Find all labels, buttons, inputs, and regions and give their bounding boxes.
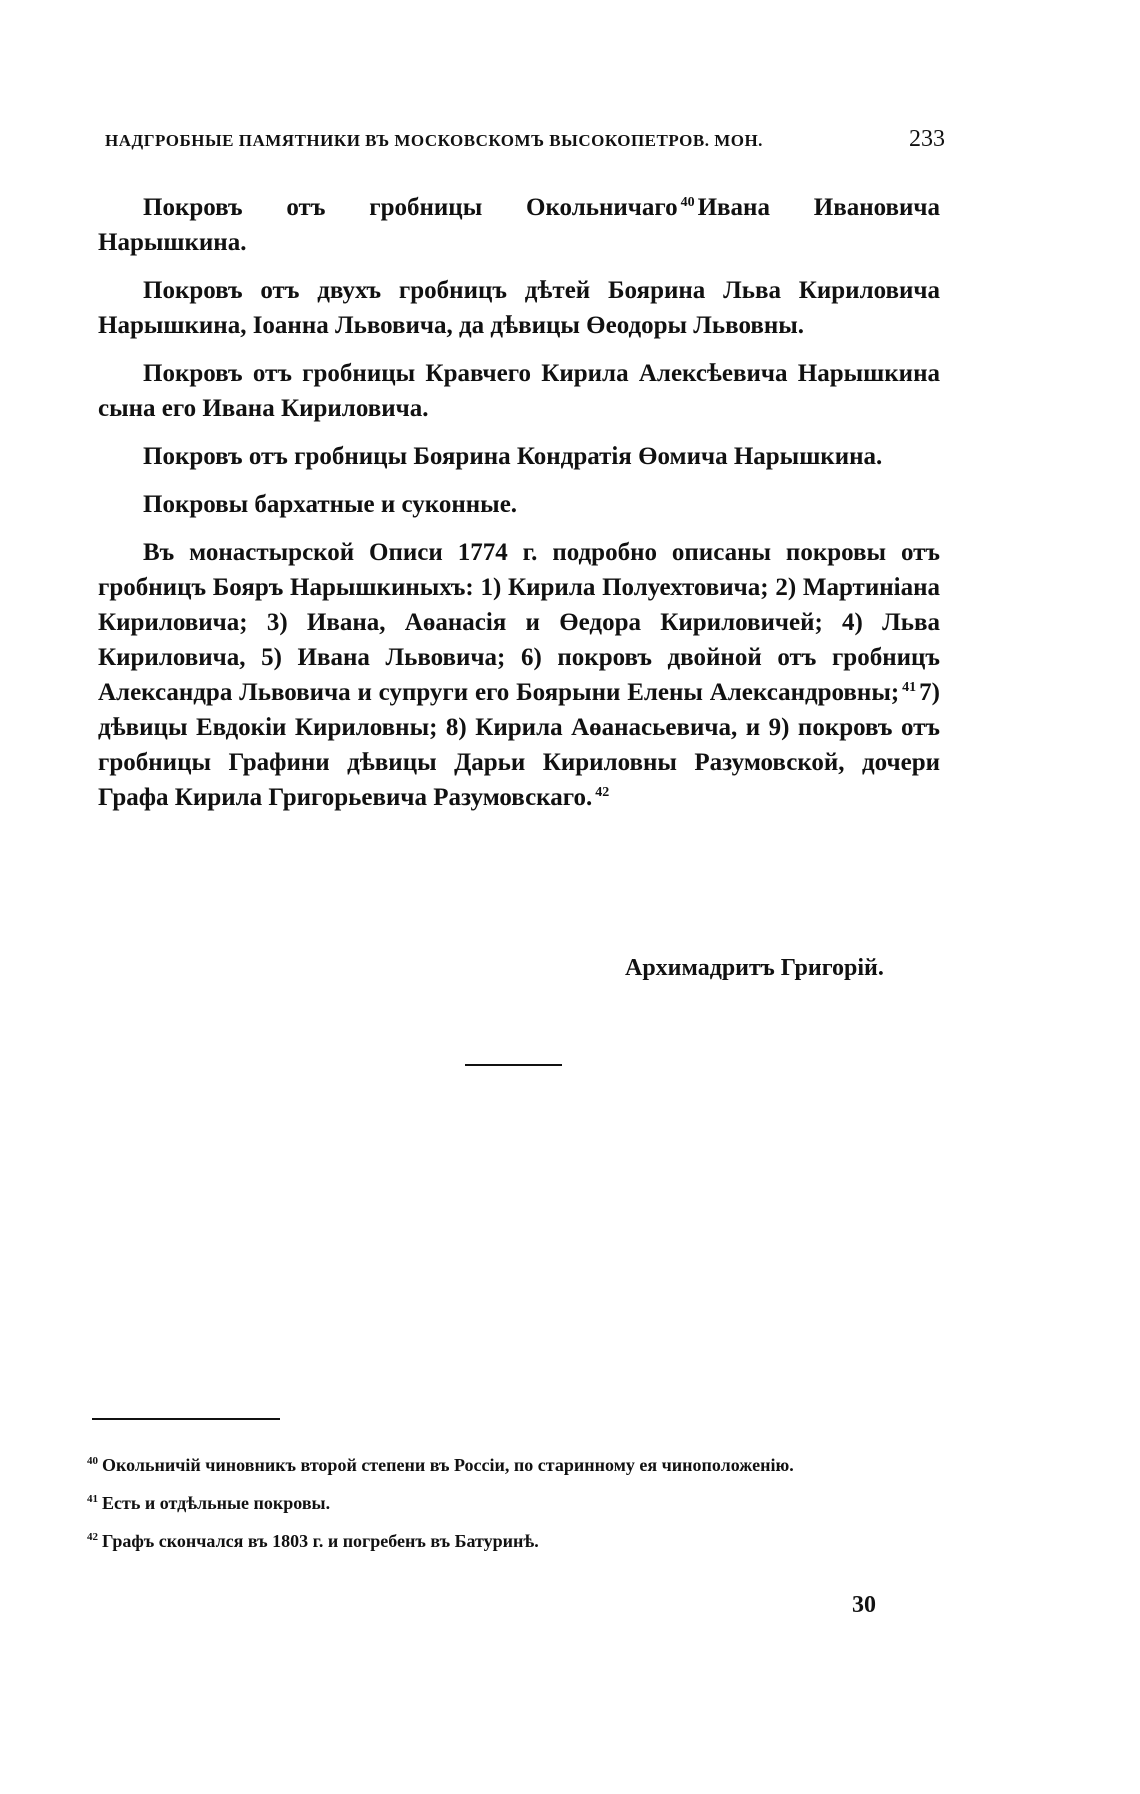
footnote-number: 41	[87, 1493, 98, 1505]
section-divider	[465, 1064, 562, 1066]
footnote-42	[87, 1526, 943, 1556]
footnote-text: Графъ скончался въ 1803 г. и погребенъ въ Батуринѣ.	[102, 1531, 539, 1551]
paragraph-2	[98, 273, 940, 343]
paragraph-text: Ивана Ивановича Нарышкина.	[98, 194, 940, 256]
footnote-40	[87, 1450, 943, 1480]
signature: Архимадритъ Григорій.	[625, 955, 884, 981]
page-number: 233	[909, 126, 945, 152]
paragraph-4	[98, 439, 940, 474]
header-title: НАДГРОБНЫЕ ПАМЯТНИКИ ВЪ МОСКОВСКОМЪ ВЫСОКОПЕТРОВ. МОН.	[105, 131, 763, 150]
footnote-divider	[92, 1418, 280, 1420]
running-header	[105, 126, 945, 153]
paragraph-1	[98, 190, 940, 260]
footnote-ref-41: 41	[902, 679, 917, 695]
body-text	[98, 190, 940, 828]
paragraph-text: Покровъ отъ гробницы Окольничаго	[143, 194, 678, 221]
footnote-ref-42: 42	[595, 784, 610, 800]
footnote-number: 42	[87, 1531, 98, 1543]
footnote-41	[87, 1488, 943, 1518]
paragraph-5	[98, 487, 940, 522]
footnotes	[87, 1450, 943, 1564]
footnote-text: Окольничій чиновникъ второй степени въ Россіи, по старинному ея чиноположенію.	[102, 1455, 794, 1475]
footnote-ref-40: 40	[680, 194, 695, 210]
paragraph-text: Въ монастырской Описи 1774 г. подробно описаны покровы отъ гробницъ Бояръ Нарышкиныхъ: 1) Кирила Полуехтовича; 2) Мартиніана Кириловича; 3) Ивана, Аөанасія и Өедора Кириловичей; 4) Льва Кириловича, 5) Ивана Львовича; 6) покровъ двойной отъ гробницъ Александра Львовича и супруги его Боярыни Елены Александровны;	[98, 539, 940, 706]
paragraph-3	[98, 356, 940, 426]
paragraph-text: Покровъ отъ двухъ гробницъ дѣтей Боярина Льва Кириловича Нарышкина, Іоанна Львовича, да дѣвицы Өеодоры Львовны.	[98, 277, 940, 339]
footnote-text: Есть и отдѣльные покровы.	[102, 1493, 331, 1513]
paragraph-text: Покровъ отъ гробницы Кравчего Кирила Алексѣевича Нарышкина сына его Ивана Кириловича.	[98, 360, 940, 422]
paragraph-text: Покровы бархатные и суконные.	[143, 491, 518, 518]
footnote-number: 40	[87, 1455, 98, 1467]
sheet-signature-number: 30	[852, 1592, 876, 1618]
paragraph-text: 7) дѣвицы Евдокіи Кириловны; 8) Кирила Аөанасьевича, и 9) покровъ отъ гробницы Графини дѣвицы Дарьи Кириловны Разумовской, дочери Графа Кирила Григорьевича Разумовскаго.	[98, 679, 940, 811]
paragraph-6	[98, 535, 940, 815]
paragraph-text: Покровъ отъ гробницы Боярина Кондратія Өомича Нарышкина.	[143, 443, 883, 470]
